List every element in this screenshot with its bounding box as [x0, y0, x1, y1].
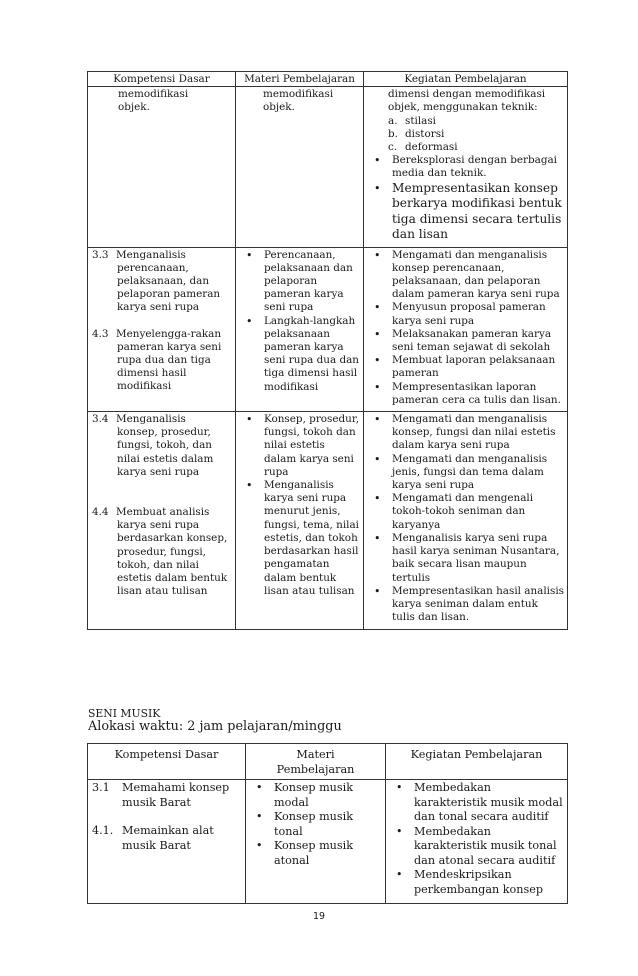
kegiatan-bullet-list — [368, 413, 564, 624]
kegiatan-cell — [386, 780, 568, 904]
kd-number: 4.3 — [92, 327, 109, 340]
kegiatan-bullet-list — [390, 781, 564, 897]
page-number: 19 — [312, 911, 326, 922]
header-kegiatan-pembelajaran: Kegiatan Pembelajaran — [386, 744, 568, 780]
list-item: • Konsep, prosedur, fungsi, tokoh dan nilai estetis dalam karya seni rupa — [240, 413, 360, 479]
kd-continued-line: objek. — [118, 101, 150, 114]
technique-text: distorsi — [405, 127, 445, 140]
kd-cell — [88, 247, 236, 411]
kd-first-line: Membuat analisis — [116, 506, 210, 519]
time-allocation: Alokasi waktu: 2 jam pelajaran/minggu — [88, 719, 342, 734]
kd-item — [92, 781, 242, 796]
list-item: • Membuat laporan pelaksanaan pameran — [368, 354, 564, 380]
kd-text: konsep, prosedur, fungsi, tokoh, dan nilai estetis dalam karya seni rupa — [117, 426, 214, 478]
kd-number: 3.1 — [92, 781, 110, 794]
kd-first-line: Menyelengga-rakan — [116, 327, 222, 340]
header-materi-pembelajaran: Materi Pembelajaran — [246, 744, 386, 780]
list-item: • Mempresentasikan hasil analisis karya seniman dalam entuk tulis dan lisan. — [368, 585, 564, 625]
list-item: • Mempresentasikan laporan pameran cera ca tulis dan lisan. — [368, 381, 564, 407]
kegiatan-cell — [364, 247, 568, 411]
technique-text: stilasi — [405, 114, 437, 127]
list-item: • Mempresentasikan konsep berkarya modifikasi bentuk tiga dimensi secara tertulis dan lisan — [368, 181, 564, 243]
materi-cell — [236, 412, 364, 629]
header-materi-pembelajaran: Materi Pembelajaran — [236, 72, 364, 87]
kd-number: 3.4 — [92, 413, 109, 426]
kd-text: pameran karya seni rupa dua dan tiga dimensi hasil modifikasi — [117, 340, 222, 393]
list-item: • Konsep musik tonal — [250, 810, 355, 839]
kd-first-line: Menganalisis — [116, 248, 186, 261]
table-row — [88, 412, 568, 629]
kd-item — [92, 249, 232, 262]
kd-first-line: Menganalisis — [116, 413, 186, 426]
list-item — [388, 141, 564, 154]
kd-item — [92, 824, 242, 839]
materi-cell — [236, 247, 364, 411]
materi-continued-line: memodifikasi — [263, 88, 334, 101]
list-item: • Mengamati dan menganalisis konsep, fungsi dan nilai estetis dalam karya seni rupa — [368, 413, 564, 453]
header-kompetensi-dasar: Kompetensi Dasar — [88, 72, 236, 87]
list-item: • Langkah-langkah pelaksanaan pameran karya seni rupa dua dan tiga dimensi hasil modifikasi — [240, 315, 360, 394]
list-item: • Menyusun proposal pameran karya seni rupa — [368, 301, 564, 327]
kd-cell — [88, 412, 236, 629]
kd-item — [92, 328, 232, 341]
kd-text: karya seni rupa berdasarkan konsep, prosedur, fungsi, tokoh, dan nilai estetis dalam bentuk lisan atau tulisan — [117, 519, 228, 598]
technique-text: deformasi — [405, 141, 458, 154]
list-item — [388, 128, 564, 141]
list-item: • Konsep musik modal — [250, 781, 355, 810]
kd-text: musik Barat — [122, 838, 191, 852]
header-kegiatan-pembelajaran: Kegiatan Pembelajaran — [364, 72, 568, 87]
list-item — [388, 115, 564, 128]
section-title: SENI MUSIK — [88, 707, 161, 720]
kd-item — [92, 413, 232, 426]
list-marker: c. — [388, 141, 398, 154]
kd-first-line: Memainkan alat — [122, 824, 214, 837]
list-item: • Menganalisis karya seni rupa hasil karya seniman Nusantara, baik secara lisan maupun tertulis — [368, 532, 564, 585]
kd-text: musik Barat — [122, 795, 191, 809]
list-marker: b. — [388, 127, 398, 140]
kegiatan-bullet-list — [368, 154, 564, 242]
kd-number: 4.1. — [92, 824, 114, 837]
kd-cell — [88, 87, 236, 247]
materi-continued-line: objek. — [263, 101, 295, 114]
kd-item — [92, 506, 232, 519]
list-item: • Mengamati dan mengenali tokoh-tokoh seniman dan karyanya — [368, 492, 564, 532]
list-item: • Mendeskripsikan perkembangan konsep — [390, 868, 564, 897]
list-item: • Konsep musik atonal — [250, 839, 355, 868]
kd-first-line: Memahami konsep — [122, 781, 230, 794]
header-kompetensi-dasar: Kompetensi Dasar — [88, 744, 246, 780]
list-marker: a. — [388, 114, 398, 127]
list-item: • Mengamati dan menganalisis konsep perencanaan, pelaksanaan, dan pelaporan dalam pameran karya seni rupa — [368, 249, 564, 302]
list-item: • Mengamati dan menganalisis jenis, fungsi dan tema dalam karya seni rupa — [368, 453, 564, 493]
kegiatan-continued-line: objek, menggunakan teknik: — [388, 101, 538, 114]
table-header-row — [88, 72, 568, 87]
table-row — [88, 780, 568, 904]
list-item: • Perencanaan, pelaksanaan dan pelaporan pameran karya seni rupa — [240, 249, 360, 315]
kegiatan-continued-line: dimensi dengan memodifikasi — [388, 88, 546, 101]
kd-number: 3.3 — [92, 248, 109, 261]
list-item: • Melaksanakan pameran karya seni teman sejawat di sekolah — [368, 328, 564, 354]
list-item: • Menganalisis karya seni rupa menurut jenis, fungsi, tema, nilai estetis, dan tokoh berdasarkan hasil pengamatan dalam bentuk lisan atau tulisan — [240, 479, 360, 598]
materi-bullet-list — [240, 413, 360, 598]
learning-table-seni-rupa — [87, 71, 568, 630]
list-item: • Membedakan karakteristik musik modal dan tonal secara auditif — [390, 781, 564, 825]
kd-number: 4.4 — [92, 506, 109, 519]
technique-list — [368, 115, 564, 155]
learning-table-seni-musik — [87, 743, 568, 904]
kegiatan-bullet-list — [368, 249, 564, 407]
list-item: • Bereksplorasi dengan berbagai media dan teknik. — [368, 154, 564, 180]
kegiatan-cell — [364, 412, 568, 629]
kd-cell — [88, 780, 246, 904]
materi-cell — [236, 87, 364, 247]
table-row — [88, 247, 568, 411]
kd-continued-line: memodifikasi — [118, 88, 189, 101]
table-row — [88, 87, 568, 247]
kegiatan-cell — [364, 87, 568, 247]
list-item: • Membedakan karakteristik musik tonal dan atonal secara auditif — [390, 825, 564, 869]
materi-bullet-list — [250, 781, 355, 868]
table-header-row — [88, 744, 568, 780]
materi-bullet-list — [240, 249, 360, 394]
materi-cell — [246, 780, 386, 904]
kd-text: perencanaan, pelaksanaan, dan pelaporan pameran karya seni rupa — [117, 261, 221, 314]
